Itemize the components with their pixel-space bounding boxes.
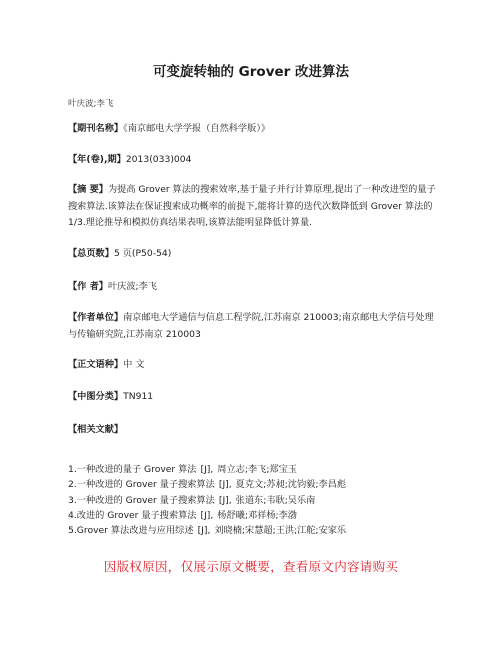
clc-field [68,389,440,406]
related-label: 【相关文献】 [68,424,124,435]
reference-title: 3.一种改进的 Grover 量子搜索算法 [68,494,215,506]
pages-label: 【总页数】 [68,248,114,259]
year-field [68,152,440,169]
abstract-value: 为提高 Grover 算法的搜索效率,基于量子并行计算原理,提出了一种改进型的量子搜索算法.该算法在保证搜索成功概率的前提下,能将计算的迭代次数降低到 Grover 算法的 1/3.理论推导和模拟仿真结果表明,该算法能明显降低计算量. [68,184,436,228]
reference-item[interactable] [68,477,448,492]
clc-label: 【中图分类】 [68,391,124,402]
author-label: 【作 者】 [68,281,108,292]
abstract-field [68,182,440,232]
copyright-notice[interactable]: 因版权原因，仅展示原文概要，查看原文内容请购买 [103,559,399,574]
authors-line: 叶庆波;李飞 [68,99,114,109]
reference-title: 2.一种改进的 Grover 量子搜索算法 [68,479,215,491]
reference-item[interactable] [68,493,448,508]
reference-type: [J], [197,525,211,537]
reference-type: [J], [200,464,214,475]
reference-authors: 夏克文;苏昶;沈钧毅;李昌彪 [235,479,347,491]
journal-field [68,121,440,138]
affiliation-label: 【作者单位】 [68,312,124,323]
journal-label: 【期刊名称】 [68,123,124,134]
affiliation-field [68,310,440,343]
journal-value: 《南京邮电大学学报（自然科学版）》 [123,123,271,134]
document-title: 可变旋转轴的 Grover 改进算法 [152,64,350,80]
language-value: 中 文 [123,359,145,370]
reference-title: 1.一种改进的量子 Grover 算法 [68,464,197,475]
reference-item[interactable] [68,523,448,538]
reference-type: [J], [200,509,214,521]
pages-field [68,246,440,263]
reference-authors: 杨舒曦;邓祥杨;李渤 [217,509,297,521]
reference-authors: 张道东;韦耿;吴乐南 [235,494,316,506]
reference-item[interactable] [68,508,448,523]
abstract-label: 【摘 要】 [68,184,108,195]
reference-authors: 周立志;李飞;郑宝玉 [217,464,297,475]
reference-authors: 刘晓楠;宋慧超;王洪;江舵;安家乐 [214,525,347,537]
reference-type: [J], [218,479,232,491]
reference-item[interactable] [68,462,448,477]
language-field [68,357,440,374]
affiliation-value: 南京邮电大学通信与信息工程学院,江苏南京 210003;南京邮电大学信号处理与传输研究院,江苏南京 210003 [68,312,434,340]
year-value: 2013(033)004 [125,154,192,165]
related-field [68,422,440,439]
reference-title: 5.Grover 算法改进与应用综述 [68,525,194,537]
year-label: 【年(卷),期】 [68,154,126,165]
reference-title: 4.改进的 Grover 量子搜索算法 [68,509,197,521]
reference-type: [J], [218,494,232,506]
author-value: 叶庆波;李飞 [107,281,157,292]
clc-value: TN911 [123,391,154,402]
language-label: 【正文语种】 [68,359,124,370]
author-field [68,279,440,296]
pages-value: 5 页(P50-54) [113,248,172,259]
reference-list [68,462,448,538]
